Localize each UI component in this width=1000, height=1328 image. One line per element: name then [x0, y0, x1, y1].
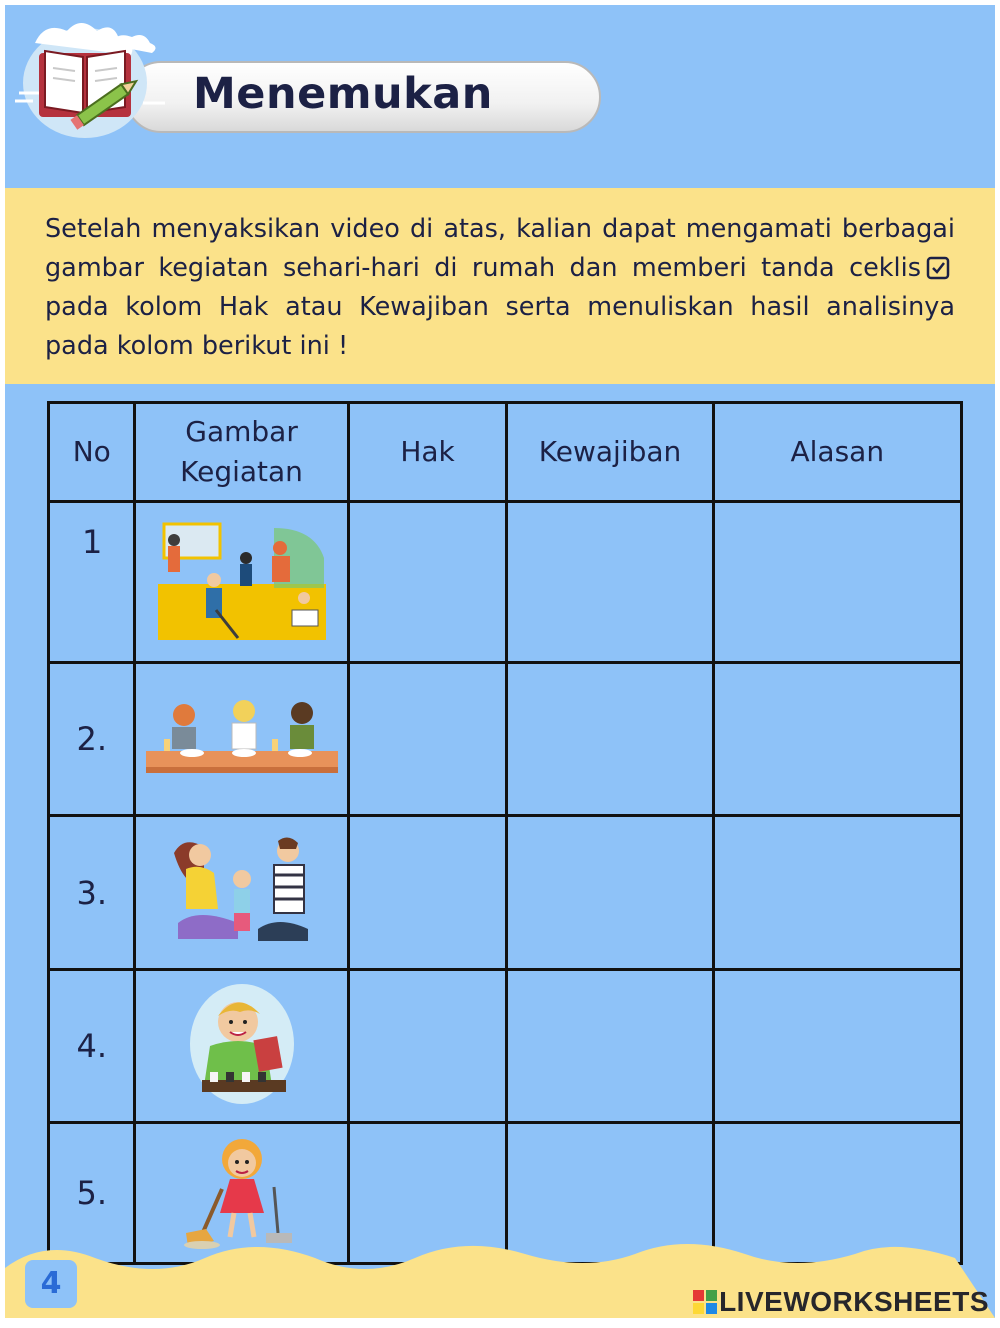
- activity-image-cell: [135, 816, 348, 970]
- instruction-text: [45, 210, 955, 366]
- table-header-row: [49, 403, 962, 502]
- book-pencil-icon: [15, 13, 175, 143]
- kewajiban-cell[interactable]: [507, 502, 713, 663]
- instruction-text-part-2: pada kolom Hak atau Kewajiban serta menuliskan hasil analisinya pada kolom berikut ini !: [45, 292, 955, 361]
- page-number: 4: [25, 1260, 77, 1308]
- kewajiban-cell[interactable]: [507, 816, 713, 970]
- header-alasan: Alasan: [713, 403, 961, 502]
- activity-image-cell: [135, 970, 348, 1123]
- alasan-cell[interactable]: [713, 502, 961, 663]
- boy-reading-book-image: [186, 982, 298, 1106]
- table-row: [49, 663, 962, 816]
- page-title: Menemukan: [193, 69, 493, 119]
- row-number: 5.: [49, 1123, 135, 1264]
- instruction-text-part-1: Setelah menyaksikan video di atas, kalian dapat mengamati berbagai gambar kegiatan sehari-hari di rumah dan memberi tanda ceklis: [45, 214, 955, 283]
- worksheet-page: [5, 5, 995, 1318]
- liveworksheets-logo[interactable]: [693, 1287, 989, 1317]
- family-cleaning-house-image: [154, 518, 330, 642]
- table-row: [49, 970, 962, 1123]
- row-number: 1: [49, 502, 135, 663]
- instruction-band: [5, 188, 995, 384]
- activity-image-cell: [135, 502, 348, 663]
- row-number: 4.: [49, 970, 135, 1123]
- checkbox-checked-icon: [925, 255, 951, 281]
- brand-text: LIVEWORKSHEETS: [719, 1286, 989, 1317]
- header-hak: Hak: [348, 403, 507, 502]
- hak-cell[interactable]: [348, 970, 507, 1123]
- table-row: [49, 502, 962, 663]
- table-row: [49, 816, 962, 970]
- children-eating-at-table-image: [144, 697, 340, 777]
- hak-cell[interactable]: [348, 502, 507, 663]
- alasan-cell[interactable]: [713, 816, 961, 970]
- liveworksheets-logo-icon: [693, 1290, 717, 1314]
- kewajiban-cell[interactable]: [507, 663, 713, 816]
- row-number: 3.: [49, 816, 135, 970]
- header-gambar-kegiatan: Gambar Kegiatan: [135, 403, 348, 502]
- kewajiban-cell[interactable]: [507, 970, 713, 1123]
- hak-cell[interactable]: [348, 663, 507, 816]
- header-kewajiban: Kewajiban: [507, 403, 713, 502]
- row-number: 2.: [49, 663, 135, 816]
- header-no: No: [49, 403, 135, 502]
- hak-cell[interactable]: [348, 816, 507, 970]
- alasan-cell[interactable]: [713, 970, 961, 1123]
- alasan-cell[interactable]: [713, 663, 961, 816]
- activity-image-cell: [135, 663, 348, 816]
- parents-hugging-child-image: [160, 833, 324, 949]
- activity-table: [47, 401, 963, 1265]
